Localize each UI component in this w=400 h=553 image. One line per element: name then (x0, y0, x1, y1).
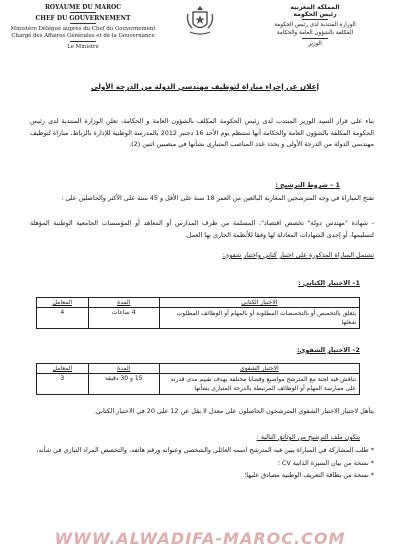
intro-paragraph: بناء على قرار السيد الوزير المنتدب لدى رئيس الحكومة المكلف بالشؤون العامة و الحكامة، تعلن الوزارة المنتدبة لدى رئيس الحكومة المكلفة بالشؤون العامة والحكامة أنها ستنظم يوم الأحد 16 دجنبر 2012 بالمدرسة الوطنية للإدارة بالرباط، مباراة لتوظيف مهندسي الدولة من الدرجة الأولى و يحدد عدد المناصب المتبارى بشأنها في منصبين اثنين (2). (30, 117, 374, 148)
divider (70, 23, 96, 24)
written-exam-table (36, 297, 360, 329)
announcement-title: إعلان عن إجراء مباراة لتوظيف مهندسي الدولة من الدرجة الأولى (90, 82, 320, 91)
minister-label-ar: الوزير (308, 40, 322, 47)
divider (302, 19, 328, 20)
oral-coefficient-cell: 3 (37, 374, 89, 395)
header-right-arabic (240, 4, 390, 48)
oral-subject-cell: تناقش فيه لجنة مع المترشح مواضيع وقضايا مختلفة بهدف تقييم مدى قدرته على ممارسة المهام أو الوظائف المرتبطة بالدرجة المتبارى بشأنها (159, 374, 359, 395)
column-header-duration: المدة (88, 364, 159, 374)
column-header-duration: المدة (88, 298, 159, 308)
written-subject-cell: يتعلق بالتخصص أو بالتخصصات المطلوبة أو بالمهام أو الوظائف المطلوب شغلها (159, 308, 359, 329)
office-name-fr: CHEF DU GOUVERNEMENT (35, 15, 131, 22)
written-exam-heading: 1– الاختبار الكتابي : (298, 279, 360, 287)
required-documents-list (30, 445, 374, 483)
column-header-coefficient: المعامل (37, 364, 89, 374)
header-left-french (8, 4, 158, 51)
list-item: * طلب المشاركة في المباراة يبين فيه المترشح اسمه العائلي والشخصي وعنوانه ورقم هاتفه، والتخصص المراد التباري في شأنه، (36, 446, 374, 454)
minister-label-fr: Le Ministre (67, 44, 99, 50)
written-duration-cell: 4 ساعات (88, 308, 159, 329)
diploma-bullet: - شهادة "مهندس دولة" تخصص اقتصاد"، المسلمة من طرف المدارس أو المعاهد أو المؤسسات الجامعية الوطنية المؤهلة لتسليمها، أو إحدى الشهادات المعادلة لها وفقا للأنظمة الجاري بها العمل. (30, 219, 374, 239)
oral-exam-table (36, 363, 360, 395)
coat-of-arms-icon (184, 4, 216, 38)
table-row (37, 374, 360, 395)
office-name-ar: رئيس الحكومة (293, 11, 337, 19)
oral-qualification-paragraph: يتأهل لاجتياز الاختبار الشفوي المترشحون الحاصلون على معدل لا يقل عن 12 على 20 في الاختبار الكتابي. (93, 407, 374, 415)
ministry-line-2-ar: المكلفة بالشؤون العامة والحكامة (276, 29, 354, 36)
table-row (37, 308, 360, 329)
country-name-ar: المملكة المغربية (290, 4, 340, 11)
ministry-line-2-fr: Chargé des Affaires Générales et de la Gouvernance (11, 33, 155, 39)
ministry-line-1-ar: الوزارة المنتدبة لدى رئيس الحكومة (274, 22, 356, 29)
oral-duration-cell: 15 و 30 دقيقة (88, 374, 159, 395)
column-header-subject: الاختبار الشفوي (159, 364, 359, 374)
divider (302, 38, 328, 39)
divider (70, 41, 96, 42)
site-watermark: WWW.ALWADIFA-MAROC.COM (54, 529, 346, 548)
list-item: * نسخة من بيان السيرة الذاتية CV ؛ (277, 458, 374, 467)
divider (70, 12, 96, 13)
exam-structure-heading: تشتمل المباراة المذكورة على اختبار كتابي واختبار شفوي: (222, 251, 374, 259)
application-file-heading: يتكون ملف الترشيح من الوثائق التالية : (256, 433, 360, 441)
conditions-paragraph: تفتح المباراة في وجه المترشحين المغاربة البالغين من العمر 18 سنة على الأقل و 45 سنة على الأكثر والحاصلين على : (61, 194, 374, 202)
written-coefficient-cell: 4 (37, 308, 89, 329)
list-item: * نسخة من بطاقة التعريف الوطنية مصادق عليها؛ (244, 471, 374, 479)
column-header-subject: الاختبار الكتابي (159, 298, 359, 308)
oral-exam-heading: 2– الاختبار الشفوي: (296, 346, 360, 354)
country-name-fr: ROYAUME DU MAROC (44, 4, 122, 11)
section-conditions-heading: 1 – شروط الترشيح : (275, 181, 340, 189)
ministry-line-1-fr: Ministère Délégué auprès du Chef du Gouvernement (10, 26, 156, 32)
column-header-coefficient: المعامل (37, 298, 89, 308)
